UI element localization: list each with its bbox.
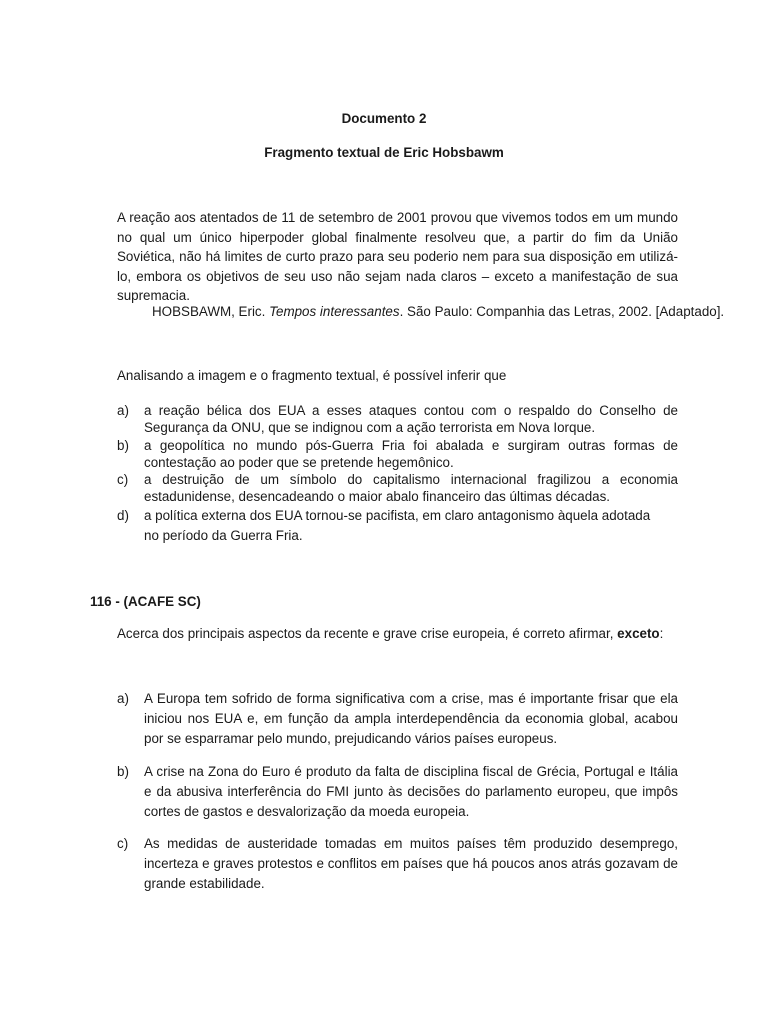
question2-option-c [117, 834, 678, 896]
option-text: a geopolítica no mundo pós-Guerra Fria foi abalada e surgiram outras formas de contestação ao poder que se pretende hegemônico. [144, 438, 678, 471]
question2-option-a [117, 689, 678, 751]
option-letter: c) [117, 836, 129, 851]
question2-prompt-end: : [659, 626, 664, 641]
document-title: Documento 2 [341, 111, 427, 126]
option-letter: b) [117, 764, 129, 779]
option-text: a reação bélica dos EUA a esses ataques contou com o respaldo do Conselho de Segurança da ONU, que se indignou com a ação terrorista em Nova Iorque. [144, 403, 678, 436]
option-letter: a) [117, 691, 129, 706]
citation-author: HOBSBAWM, Eric. [152, 304, 270, 319]
question2-prompt [117, 624, 697, 644]
citation [152, 302, 725, 322]
option-letter: d) [117, 508, 129, 523]
question1-option-d [117, 506, 678, 546]
question2-prompt-text: Acerca dos principais aspectos da recente e grave crise europeia, é correto afirmar, [117, 626, 618, 641]
question1-prompt: Analisando a imagem e o fragmento textual, é possível inferir que [117, 368, 507, 383]
document-subtitle: Fragmento textual de Eric Hobsbawm [264, 145, 504, 160]
question1-option-b [117, 437, 678, 473]
option-text: As medidas de austeridade tomadas em muitos países têm produzido desemprego, incerteza e graves protestos e conflitos em países que há poucos anos atrás gozavam de grande estabilidade. [144, 836, 678, 891]
question2-option-b [117, 762, 678, 824]
option-letter: c) [117, 472, 129, 487]
option-text: A crise na Zona do Euro é produto da falta de disciplina fiscal de Grécia, Portugal e Itália e da abusiva interferência do FMI junto às decisões do parlamento europeu, que impôs cortes de gastos e desvalorização da moeda europeia. [144, 764, 678, 819]
citation-publisher: . São Paulo: Companhia das Letras, 2002. [Adaptado]. [399, 304, 725, 319]
option-letter: b) [117, 438, 129, 453]
option-letter: a) [117, 403, 129, 418]
citation-book-title: Tempos interessantes [269, 304, 400, 319]
option-text: A Europa tem sofrido de forma significativa com a crise, mas é importante frisar que ela iniciou nos EUA e, em função da ampla interdependência da economia global, acabou por se esparramar pelo mundo, prejudicando vários países europeus. [144, 691, 678, 746]
question2-number: 116 - (ACAFE SC) [90, 594, 201, 609]
option-text: a política externa dos EUA tornou-se pacifista, em claro antagonismo àquela adotada no período da Guerra Fria. [144, 508, 651, 543]
option-text: a destruição de um símbolo do capitalismo internacional fragilizou a economia estadunidense, desencadeando o maior abalo financeiro das últimas décadas. [144, 472, 678, 505]
question2-prompt-emphasis: exceto [617, 626, 660, 641]
excerpt-paragraph: A reação aos atentados de 11 de setembro de 2001 provou que vivemos todos em um mundo no qual um único hiperpoder global finalmente resolveu que, a partir do fim da União Soviética, não há limites de curto prazo para seu poderio nem para sua disposição em utilizá-lo, embora os objetivos de seu uso não sejam nada claros – exceto a manifestação de sua supremacia. [117, 210, 678, 303]
question1-option-a [117, 402, 678, 438]
question1-option-c [117, 471, 678, 507]
